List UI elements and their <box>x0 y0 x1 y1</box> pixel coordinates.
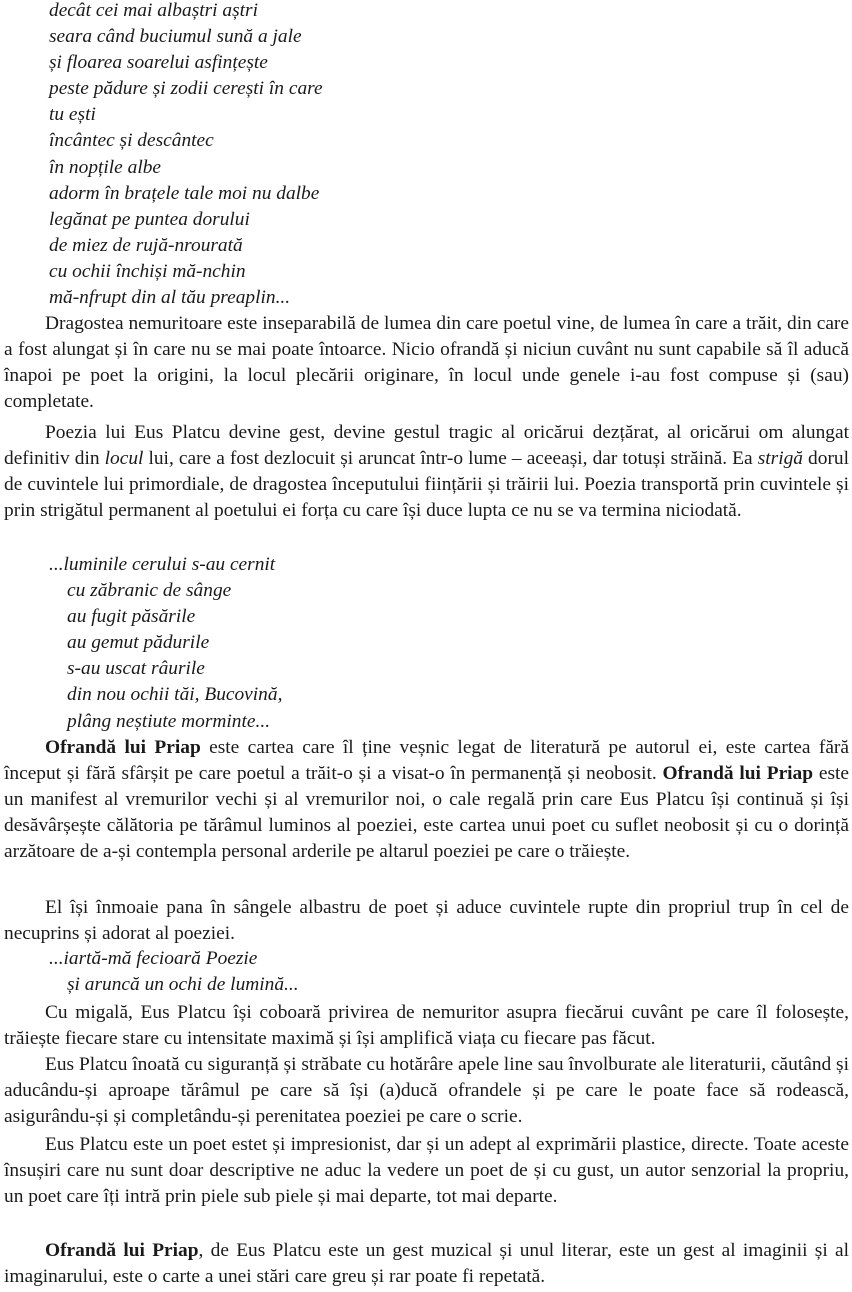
paragraph-text <box>4 1238 849 1290</box>
text-run: lui, care a fost dezlocuit și aruncat într-o lume – aceeași, dar totuși străină. Ea <box>143 448 758 470</box>
poem-line: încântec și descântec <box>49 130 214 152</box>
poem-line: mă-nfrupt din al tău preaplin... <box>49 287 291 309</box>
text-run: este cartea care îl ține veșnic legat de literatură pe autorul ei, este cartea fără început și fără sfârșit pe care poetul a trăit-o și a visat-o în permanență și neobosit. <box>4 737 849 785</box>
paragraph-text: Eus Platcu este un poet estet și impresionist, dar și un adept al exprimării plastice, directe. Toate aceste însușiri care nu sunt doar descriptive ne aduc la vedere un poet de și cu gust, un autor senzorial la propriu, un poet care îți intră prin piele sub piele și mai departe, tot mai departe. <box>4 1134 849 1208</box>
poem-line: de miez de rujă-nrourată <box>49 234 243 256</box>
book-title: Ofrandă lui Priap <box>45 737 201 758</box>
book-title: Ofrandă lui Priap <box>662 763 814 785</box>
poem-line: ...iartă-mă fecioară Poezie <box>49 948 258 969</box>
paragraph-4 <box>4 895 849 947</box>
paragraph-text <box>4 420 849 524</box>
italic-term: strigă <box>757 448 803 470</box>
text-run: , de Eus Platcu este un gest muzical și unul literar, este un gest al imaginii și al imaginarului, este o carte a unei stări care greu și rar poate fi repetată. <box>4 1240 849 1288</box>
poem-line: seara când buciumul sună a jale <box>49 26 302 48</box>
poem-excerpt-2 <box>4 552 849 735</box>
poem-line: și floarea soarelui asfințește <box>49 52 268 74</box>
paragraph-5 <box>4 1000 849 1052</box>
poem-line: au gemut pădurile <box>67 632 210 654</box>
paragraph-7 <box>4 1132 849 1210</box>
poem-excerpt-3 <box>4 946 849 998</box>
poem-line: în nopțile albe <box>49 156 162 178</box>
text-run: dorul de cuvintele lui primordiale, de dragostea începutului ființării și trăirii lui. Poezia transportă prin cuvintele și prin strigătul permanent al poetului ei forța cu care își duce lupta ce nu se va termina niciodată. <box>4 448 849 522</box>
poem-line: decât cei mai albaștri aștri <box>49 0 258 21</box>
poem-line: ...luminile cerului s-au cernit <box>49 554 276 575</box>
paragraph-text: Cu migală, Eus Platcu își coboară privirea de nemuritor asupra fiecărui cuvânt pe care îl folosește, trăiește fiecare stare cu intensitate maximă și își amplifică viața cu fiecare pas făcut. <box>4 1002 849 1050</box>
poem-line: tu ești <box>49 104 96 126</box>
poem-line: cu zăbranic de sânge <box>67 580 232 602</box>
paragraph-8 <box>4 1238 849 1290</box>
poem-line: au fugit păsările <box>67 606 196 628</box>
poem-line: și aruncă un ochi de lumină... <box>67 974 299 996</box>
poem-line: cu ochii închiși mă-nchin <box>49 260 246 282</box>
text-run: este un manifest al vremurilor vechi și al vremurilor noi, o cale regală prin care Eus Platcu își continuă și își desăvârșește călătoria pe tărâmul luminos al poeziei, este cartea unui poet cu suflet neobosit și cu o dorință arzătoare de a-și contempla personal arderile pe altarul poeziei pe care o trăiește. <box>4 763 849 863</box>
paragraph-text <box>4 735 849 865</box>
text-run: Poezia lui Eus Platcu devine gest, devine gestul tragic al oricărui dezțărat, al oricărui om alungat definitiv din <box>4 422 849 470</box>
poem-line: legănat pe puntea dorului <box>49 208 250 230</box>
paragraph-text: Eus Platcu înoată cu siguranță și străbate cu hotărâre apele line sau învolburate ale literaturii, căutând și aducându-și aproape tărâmul pe care să își (a)ducă ofrandele și pe care le poate face să rodească, asigurându-și și completându-și perenitatea poeziei pe care o scrie. <box>4 1054 849 1128</box>
poem-line: plâng neștiute morminte... <box>67 710 271 732</box>
poem-line: adorm în brațele tale moi nu dalbe <box>49 182 320 204</box>
paragraph-2 <box>4 420 849 524</box>
paragraph-6 <box>4 1052 849 1130</box>
poem-line: peste pădure și zodii cerești în care <box>49 78 323 100</box>
poem-line: s-au uscat râurile <box>67 658 205 680</box>
paragraph-3 <box>4 735 849 865</box>
paragraph-text: Dragostea nemuritoare este inseparabilă de lumea din care poetul vine, de lumea în care a trăit, din care a fost alungat și în care nu se mai poate întoarce. Nicio ofrandă și niciun cuvânt nu sunt capabile să îl aducă înapoi pe poet la origini, la locul plecării originare, în locul unde genele i-au fost compuse și (sau) completate. <box>4 313 849 413</box>
poem-line: din nou ochii tăi, Bucovină, <box>67 684 283 706</box>
poem-excerpt-1 <box>4 0 849 311</box>
paragraph-text: El își înmoaie pana în sângele albastru de poet și aduce cuvintele rupte din propriul trup în cel de necuprins și adorat al poeziei. <box>4 897 849 945</box>
paragraph-1 <box>4 311 849 415</box>
italic-term: locul <box>104 448 144 470</box>
book-title: Ofrandă lui Priap <box>45 1240 199 1261</box>
